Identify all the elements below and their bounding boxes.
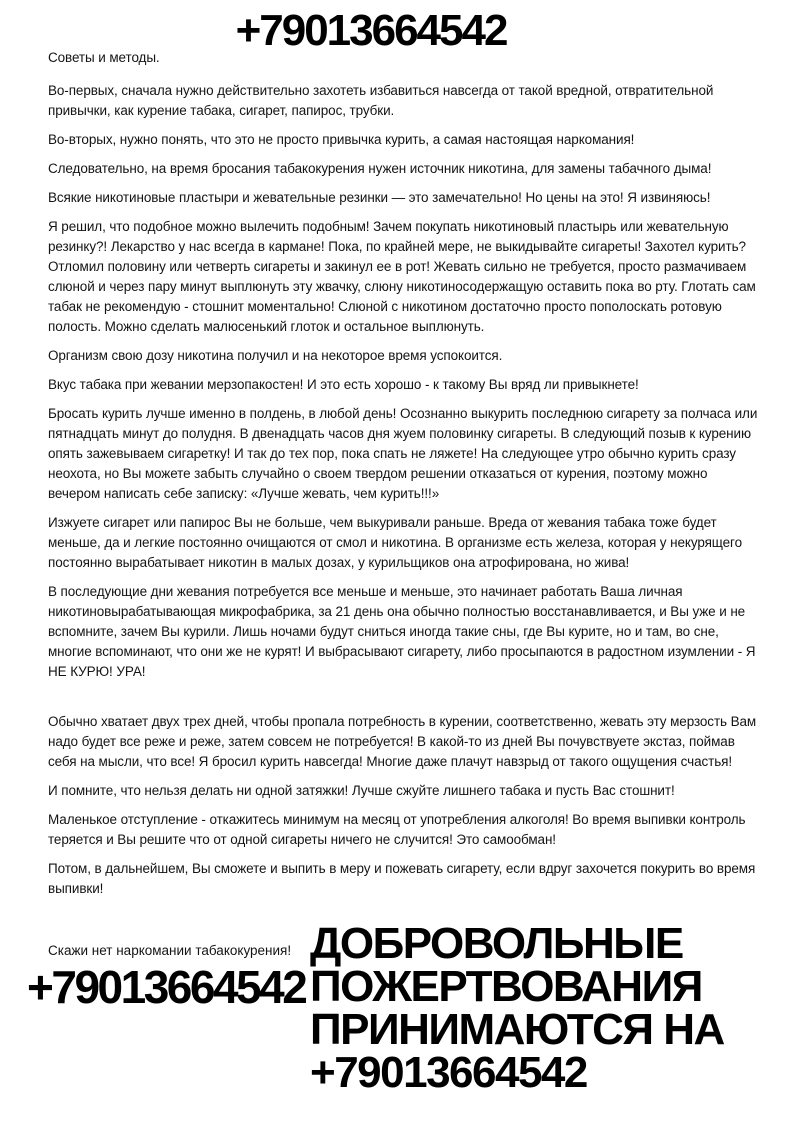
paragraph: Следовательно, на время бросания табакокурения нужен источник никотина, для замены табачного дыма! [48,161,712,176]
paragraph: Организм свою дозу никотина получил и на некоторое время успокоится. [48,348,503,363]
donation-line: +79013664542 [310,1048,587,1097]
paragraph: Обычно хватает двух трех дней, чтобы пропала потребность в курении, соответственно, жевать эту мерзость Вам надо будет все реже и реже, затем совсем не потребуется! В какой-то из дней Вы почувствуете экстаз, поймав себя на мысли, что все! Я бросил курить навсегда! Многие даже плачут навзрыд от такого ощущения счастья! [48,714,757,769]
paragraphs-container [48,81,763,899]
donation-line: ПРИНИМАЮТСЯ НА [310,1005,724,1054]
footer-phone-number: +79013664542 [27,961,306,1013]
paragraph: Потом, в дальнейшем, Вы сможете и выпить в меру и пожевать сигарету, если вдруг захочется покурить во время выпивки! [48,861,756,896]
paragraph: И помните, что нельзя делать ни одной затяжки! Лучше сжуйте лишнего табака и пусть Вас стошнит! [48,783,675,798]
paragraph: Во-вторых, нужно понять, что это не просто привычка курить, а самая настоящая наркомания! [48,132,635,147]
paragraph: В последующие дни жевания потребуется все меньше и меньше, это начинает работать Ваша личная никотиновырабатывающая микрофабрика, за 21 день она обычно полностью восстанавливается, и Вы уже и не вспомните, зачем Вы курили. Лишь ночами будут сниться иногда такие сны, где Вы курите, но и там, во сне, многие вспоминают, что они же не курят! И выбрасывают сигарету, либо просыпаются в радостном изумлении - Я НЕ КУРЮ! УРА! [48,584,756,679]
paragraph: Я решил, что подобное можно вылечить подобным! Зачем покупать никотиновый пластырь или жевательную резинку?! Лекарство у нас всегда в кармане! Пока, по крайней мере, не выкидывайте сигареты! Захотел курить? Отломил половину или четверть сигареты и закинул ее в рот! Жевать сильно не требуется, просто размачиваем слюной и через пару минут выплюнуть эту жвачку, слюну никотиносодержащую оставить пока во рту. Глотать сам табак не рекомендую - стошнит моментально! Слюной с никотином достаточно просто пополоскать ротовую полость. Можно сделать малюсенький глоток и остальное выплюнуть. [48,219,756,334]
paragraph: Маленькое отступление - откажитесь минимум на месяц от употребления алкоголя! Во время выпивки контроль теряется и Вы решите что от одной сигареты ничего не случится! Это самообман! [48,812,746,847]
paragraph: Во-первых, сначала нужно действительно захотеть избавиться навсегда от такой вредной, отвратительной привычки, как курение табака, сигарет, папирос, трубки. [48,83,714,118]
top-phone-number: +79013664542 [235,6,507,55]
paragraph: Изжуете сигарет или папирос Вы не больше, чем выкуривали раньше. Вреда от жевания табака тоже будет меньше, да и легкие постоянно очищаются от смол и никотина. В организме есть железа, которая у некурящего постоянно вырабатывает никотин в малых дозах, у курильщиков она атрофирована, но жива! [48,515,742,570]
donation-line: ДОБРОВОЛЬНЫЕ [310,919,683,968]
paragraph: Всякие никотиновые пластыри и жевательные резинки — это замечательно! Но цены на это! Я извиняюсь! [48,190,711,205]
donation-line: ПОЖЕРТВОВАНИЯ [310,962,702,1011]
donation-block [310,919,724,1097]
paragraph: Бросать курить лучше именно в полдень, в любой день! Осознанно выкурить последнюю сигарету за полчаса или пятнадцать минут до полудня. В двенадцать часов дня жуем половинку сигареты. В следующий позыв к курению опять зажевываем сигаретку! И так до тех пор, пока спать не ляжете! На следующее утро обычно курить сразу неохота, но Вы можете забыть случайно о своем твердом решении отказаться от курения, поэтому можно вечером написать себе записку: «Лучше жевать, чем курить!!!» [48,406,758,501]
footer-slogan: Скажи нет наркомании табакокурения! [48,943,292,958]
article-intro: Советы и методы. [48,50,160,65]
article-body [48,48,763,908]
paragraph: Вкус табака при жевании мерзопакостен! И это есть хорошо - к такому Вы вряд ли привыкнете! [48,377,639,392]
